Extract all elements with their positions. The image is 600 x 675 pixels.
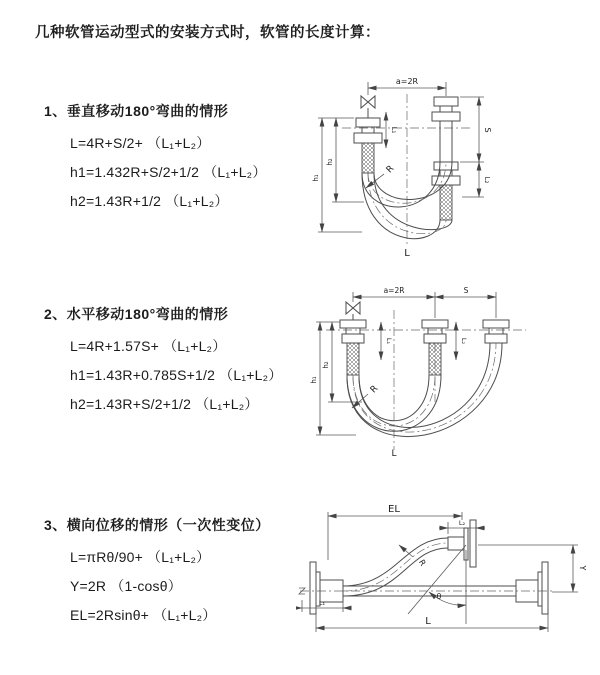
formula-1-L: L=4R+S/2+ （L₁+L₂） — [70, 135, 211, 151]
diagram-lateral-displacement — [296, 500, 600, 650]
dim-label-a2r: a=2R — [395, 77, 419, 86]
dim-el — [328, 504, 462, 560]
section-1-heading: 1、垂直移动180°弯曲的情形 — [44, 103, 229, 119]
dim-label-l2: L₂ — [483, 176, 491, 184]
dim-label-l-total: L — [404, 248, 410, 259]
dim-l2 — [439, 519, 485, 534]
dim-l — [316, 614, 548, 632]
formula-2-h1: h1=1.43R+0.785S+1/2 （L₁+L₂） — [70, 367, 283, 383]
angle-theta — [408, 545, 466, 624]
flange-left — [340, 320, 366, 375]
dim-a2r — [368, 77, 446, 96]
dim-label-r: R — [368, 383, 381, 396]
dim-label-l2: L₂ — [458, 519, 466, 527]
dim-a2r-s — [353, 286, 496, 318]
braided-hose-left — [347, 343, 359, 375]
flange-right-displaced — [483, 320, 509, 343]
dim-h1-h2 — [310, 322, 362, 435]
dim-label-l2: L₂ — [460, 337, 468, 345]
braided-hose-left — [362, 143, 374, 173]
valve-icon — [346, 302, 360, 314]
flange-right — [516, 562, 548, 614]
formula-3-EL: EL=2Rsinθ+ （L₁+L₂） — [70, 607, 217, 623]
dim-label-l1: L₁ — [385, 337, 393, 345]
dim-label-h2: h₂ — [322, 361, 330, 369]
flange-upper — [448, 520, 476, 567]
dim-label-el: EL — [388, 504, 400, 515]
section-2 — [44, 304, 283, 419]
dim-y — [478, 545, 587, 592]
formula-3-Y: Y=2R （1-cosθ） — [70, 578, 182, 594]
section-3 — [44, 515, 270, 630]
dim-s — [460, 97, 492, 197]
dim-label-h1: h₁ — [312, 174, 320, 182]
dim-label-h2: h₂ — [326, 158, 334, 166]
dim-label-a2r: a=2R — [383, 286, 405, 295]
dim-label-l-total: L — [391, 449, 397, 458]
dim-label-l-total: L — [425, 616, 431, 627]
dim-label-s: S — [483, 127, 492, 133]
dim-l1 — [381, 322, 393, 360]
dim-label-r: R — [416, 558, 428, 568]
hose-s-curve — [343, 538, 448, 596]
formula-1-h2: h2=1.43R+1/2 （L₁+L₂） — [70, 193, 229, 209]
formula-1-h1: h1=1.432R+S/2+1/2 （L₁+L₂） — [70, 164, 267, 180]
dim-label-y: Y — [578, 565, 587, 571]
formula-2-L: L=4R+1.57S+ （L₁+L₂） — [70, 338, 227, 354]
section-2-heading: 2、水平移动180°弯曲的情形 — [44, 306, 229, 322]
flange-middle — [422, 320, 448, 375]
braided-hose-middle — [429, 343, 441, 375]
section-1 — [44, 101, 267, 216]
dim-l1 — [296, 599, 351, 612]
right-flange-assembly — [432, 97, 460, 220]
dim-label-l1: L₁ — [318, 599, 326, 607]
formula-2-h2: h2=1.43R+S/2+1/2 （L₁+L₂） — [70, 396, 259, 412]
dim-label-h1: h₁ — [310, 376, 318, 384]
valve-icon — [361, 96, 375, 108]
braided-hose-right — [440, 185, 452, 220]
dim-label-r: R — [384, 163, 397, 176]
dim-label-l1: L₁ — [390, 126, 398, 134]
dim-label-theta: θ — [436, 592, 442, 601]
formula-3-L: L=πRθ/90+ （L₁+L₂） — [70, 549, 211, 565]
dim-label-s: S — [463, 286, 469, 295]
page-title: 几种软管运动型式的安装方式时，软管的长度计算： — [35, 25, 380, 41]
valve-pipe-assembly — [354, 96, 382, 173]
dim-l2 — [456, 322, 468, 360]
dim-h1-h2 — [312, 118, 364, 232]
section-3-heading: 3、横向位移的情形（一次性变位） — [44, 517, 270, 533]
dim-l1 — [386, 112, 398, 148]
flange-left — [310, 562, 343, 614]
diagram-horizontal-180-bend — [306, 280, 600, 458]
diagram-vertical-180-bend — [306, 70, 594, 262]
